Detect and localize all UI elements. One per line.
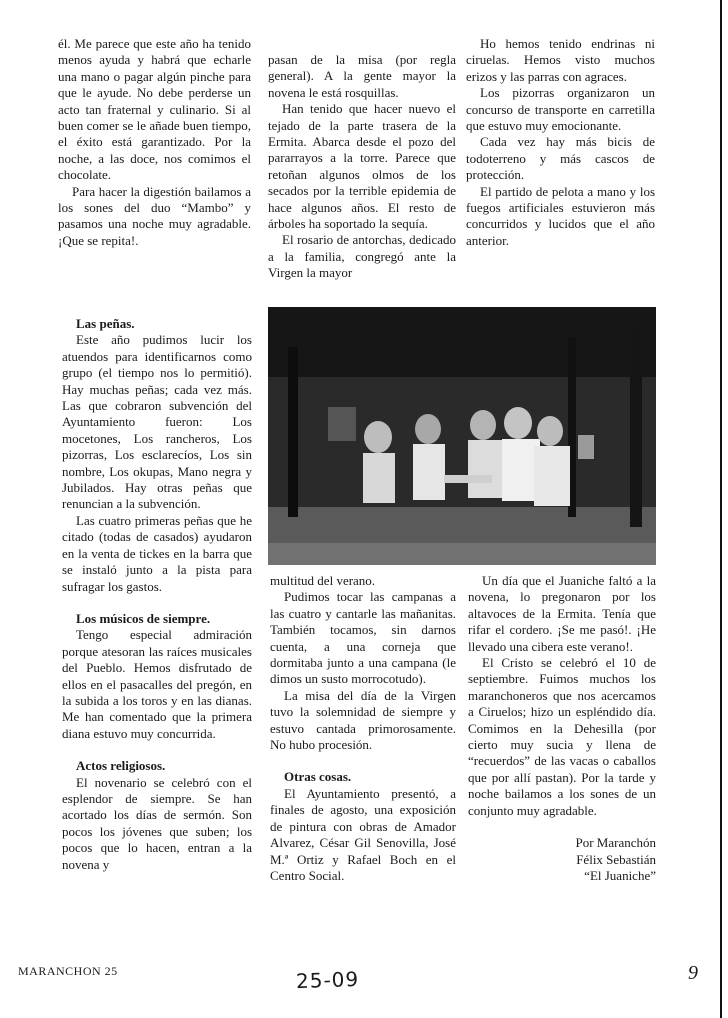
- paragraph: El novenario se celebró con el esplendor de siempre. Se han acortado los días de sermón. Son pocos los jóvenes que suben; los pocos que lo hacen, entran a la novena y: [62, 774, 252, 872]
- paragraph: Cada vez hay más bicis de todoterreno y más cascos de protección.: [466, 134, 655, 183]
- signature-line: Por Maranchón: [575, 835, 656, 851]
- paragraph: El rosario de antorchas, dedicado a la familia, congregó ante la Virgen la mayor: [268, 232, 456, 281]
- section-heading-otras-cosas: Otras cosas.: [284, 769, 352, 785]
- paragraph: pasan de la misa (por regla general). A la gente mayor la novena le está rosquillas.: [268, 52, 456, 100]
- column-2-top: [268, 52, 456, 282]
- paragraph: Pudimos tocar las campanas a las cuatro y cantarle las mañanitas. También tocamos, sin darnos cuenta, a una corneja que dormitaba junto a una campana (le dimos un susto morrocotudo).: [270, 589, 456, 687]
- photo-people-at-tables: [268, 307, 656, 565]
- column-1-bottom: [62, 316, 252, 873]
- page-number: 9: [688, 962, 698, 984]
- photo-illustration: [268, 307, 656, 565]
- paragraph: multitud del verano.: [270, 573, 376, 588]
- section-heading-musicos: Los músicos de siempre.: [76, 610, 211, 626]
- page-edge-line: [720, 0, 722, 1018]
- paragraph: Para hacer la digestión bailamos a los sones del duo “Mambo” y pasamos una noche muy agradable. ¡Que se repita!.: [58, 183, 251, 248]
- signature: [468, 835, 656, 884]
- paragraph: Este año pudimos lucir los atuendos para identificarnos como grupo (el tiempo nos lo permitió). Hay muchas peñas; cada vez más. Las que cobraron subvención del Ayuntamiento fueron: Los mocetones, Los rancheros, Los pizorras, Los esclarecíos, Los sin nombre, Los okupas, Mano negra y Jubilados. Hay otras peñas que renuncian a la subvención.: [62, 332, 252, 512]
- paragraph: Los pizorras organizaron un concurso de transporte en carretilla que estuvo muy emocionante.: [466, 85, 655, 134]
- signature-author: Félix Sebastián: [576, 851, 656, 867]
- column-3-bottom: [468, 573, 656, 884]
- paragraph: Las cuatro primeras peñas que he citado (todas de casados) ayudaron en la venta de tickes en la barra que se instaló junto a la pista para sufragar los gastos.: [62, 512, 252, 594]
- column-2-bottom: [270, 573, 456, 884]
- paragraph: Ho hemos tenido endrinas ni ciruelas. Hemos visto muchos erizos y las parras con agraces.: [466, 36, 655, 84]
- paragraph: El partido de pelota a mano y los fuegos artificiales estuvieron más concurridos y lucidos que el año anterior.: [466, 183, 655, 248]
- paragraph: Han tenido que hacer nuevo el tejado de la parte trasera de la Ermita. Abarca desde el pozo del pararrayos a la torre. Parece que retoñan algunos olmos de los secados por la terrible epidemia de hace algunos años. El resto de árboles ha soportado la sequía.: [268, 101, 456, 232]
- column-3-top: [466, 36, 655, 249]
- paragraph: El Ayuntamiento presentó, a finales de agosto, una exposición de pintura con obras de Amador Alvarez, César Gil Senovilla, José M.ª Ortiz y Rafael Boch en el Centro Social.: [270, 785, 456, 883]
- paragraph: él. Me parece que este año ha tenido menos ayuda y habrá que echarle una mano o pagar algún pinche para que le ayude. No debe perderse un acto tan fraternal y culinario. Si al buen comer se le añade buen tiempo, el éxito está garantizado. Por la noche, a las doce, nos comimos el chocolate.: [58, 36, 251, 183]
- column-1-top: [58, 36, 251, 249]
- section-heading-penas: Las peñas.: [76, 316, 135, 331]
- handwritten-note: 25-09: [295, 966, 360, 994]
- section-heading-actos-religiosos: Actos religiosos.: [76, 758, 166, 774]
- signature-nickname: “El Juaniche”: [584, 867, 656, 883]
- paragraph: El Cristo se celebró el 10 de septiembre. Fuimos muchos los maranchoneros que nos acercamos a Ciruelos; hizo un espléndido día. Comimos en la Dehesilla (por cierto muy sucia y llena de “recuerdos” de las vacas o caballos que por allí pastan). Por la tarde y noche bailamos a los sones de un conjunto muy agradable.: [468, 655, 656, 818]
- paragraph: La misa del día de la Virgen tuvo la solemnidad de siempre y estuvo cantada primorosamente. No hubo procesión.: [270, 687, 456, 753]
- paragraph: Tengo especial admiración porque atesoran las raíces musicales del Pueblo. Hemos disfrutado de ellos en el pasacalles del pregón, en la subida a los toros y en las dianas. Me han comentado que la primera diana estuvo muy concurrida.: [62, 627, 252, 741]
- paragraph: Un día que el Juaniche faltó a la novena, lo pregonaron por los altavoces de la Ermita. Tenía que rifar el cordero. ¡Se me pasó!. ¡He llevado una cibera este verano!.: [468, 573, 656, 654]
- publication-name: MARANCHON 25: [18, 964, 118, 978]
